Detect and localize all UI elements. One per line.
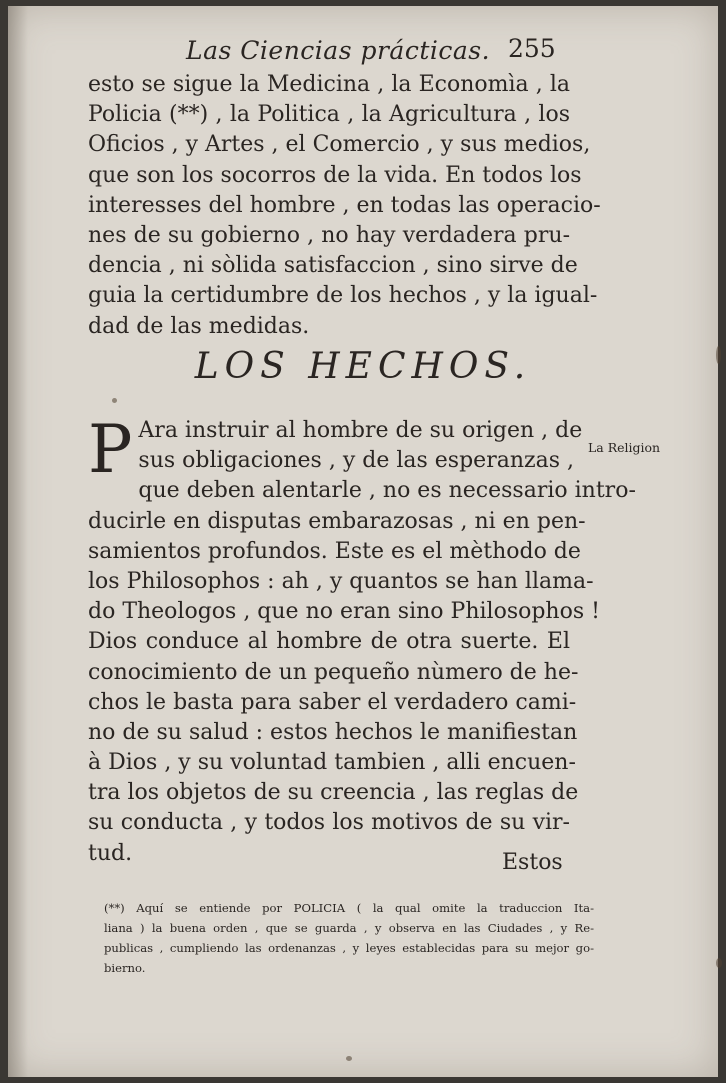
text-line: Policia (**) , la Politica , la Agricultura , los [88, 102, 570, 128]
text-line: Oficios , y Artes , el Comercio , y sus medios, [88, 132, 591, 158]
text-line: no de su salud : estos hechos le manifiestan [88, 719, 578, 745]
text-line: que son los socorros de la vida. En todos los [88, 162, 582, 188]
text-line: ducirle en disputas embarazosas , ni en pen- [88, 508, 586, 534]
footnote-line: liana ) la buena orden , que se guarda , y observa en las Ciudades , y Re- [104, 921, 594, 935]
running-head: Las Ciencias prácticas. [186, 36, 491, 65]
text-line: chos le basta para saber el verdadero cami- [88, 689, 577, 715]
text-line: nes de su gobierno , no hay verdadera pru- [88, 222, 570, 248]
foxing-spot [716, 346, 721, 364]
text-line: conocimiento de un pequeño nùmero de he- [88, 659, 579, 685]
text-line: su conducta , y todos los motivos de su vir- [88, 810, 570, 836]
footnote [104, 898, 594, 978]
section-heading: LOS HECHOS. [194, 346, 532, 387]
text-line: que deben alentarle , no es necessario intro- [138, 478, 636, 504]
footnote-line: publicas , cumpliendo las ordenanzas , y leyes establecidas para su mejor go- [104, 941, 594, 955]
page-number: 255 [508, 34, 556, 63]
text-line: à Dios , y su voluntad tambien , alli encuen- [88, 750, 576, 776]
text-line: dencia , ni sòlida satisfaccion , sino sirve de [88, 253, 578, 279]
text-line: tud. [88, 840, 133, 866]
text-line: esto se sigue la Medicina , la Economìa , la [88, 72, 570, 97]
catchword: Estos [502, 850, 563, 875]
foxing-spot [112, 398, 117, 403]
text-line: tra los objetos de su creencia , las reglas de [88, 780, 579, 806]
text-line: Dios conduce al hombre de otra suerte. El [88, 629, 570, 655]
footnote-line: (**) Aquí se entiende por POLICIA ( la qual omite la traduccion Ita- [104, 901, 594, 915]
margin-note: La Religion [588, 440, 661, 455]
foxing-spot [346, 1056, 352, 1061]
text-line: los Philosophos : ah , y quantos se han llama- [88, 568, 594, 594]
text-line: interesses del hombre , en todas las operacio- [88, 192, 601, 218]
drop-capital: P [88, 411, 133, 488]
text-line: samientos profundos. Este es el mèthodo de [88, 538, 581, 564]
foxing-spot [716, 958, 722, 968]
page-gutter-shadow [8, 6, 28, 1077]
text-line: Ara instruir al hombre de su origen , de [138, 418, 583, 443]
paragraph-top [88, 70, 601, 342]
text-line: sus obligaciones , y de las esperanzas , [138, 448, 574, 474]
text-line: guia la certidumbre de los hechos , y la igual- [88, 283, 598, 309]
footnote-line: bierno. [104, 961, 146, 975]
text-line: do Theologos , que no eran sino Philosophos ! [88, 599, 600, 625]
text-line: dad de las medidas. [88, 313, 310, 339]
